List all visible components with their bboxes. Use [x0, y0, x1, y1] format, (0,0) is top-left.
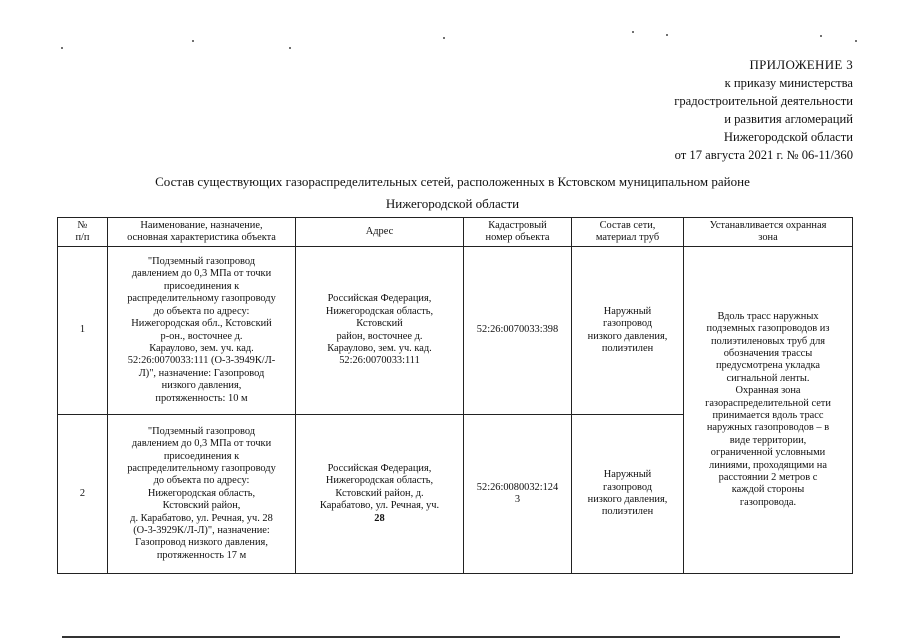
- cell-name: "Подземный газопровод давлением до 0,3 МПа от точки присоединения к распределительному газопроводу до объекта по адресу: Нижегородская область, Кстовский район, д. Карабатово, ул. Речная, уч. 28 (О-3-3929К/Л-Л)", назначение: Газопровод низкого давления, протяженность 17 м: [108, 415, 296, 574]
- cell-network: Наружный газопровод низкого давления, полиэтилен: [572, 247, 684, 415]
- cell-num: 1: [58, 247, 108, 415]
- header-zone: Устанавливается охранная зона: [684, 218, 853, 247]
- annex-line: и развития агломераций: [724, 112, 853, 126]
- annex-line: Нижегородской области: [723, 130, 853, 144]
- header-name: Наименование, назначение, основная характеристика объекта: [108, 218, 296, 247]
- cell-network: Наружный газопровод низкого давления, полиэтилен: [572, 415, 684, 574]
- table-row: [58, 247, 853, 415]
- cell-address: Российская Федерация, Нижегородская область, Кстовский район, восточнее д. Караулово, зем. уч. кад. 52:26:0070033:111: [296, 247, 464, 415]
- cell-cadastral: 52:26:0070033:398: [464, 247, 572, 415]
- table-header-row: [58, 218, 853, 247]
- annex-heading: ПРИЛОЖЕНИЕ 3: [749, 57, 853, 72]
- title-line: Нижегородской области: [385, 196, 520, 211]
- annex-block: [553, 56, 853, 164]
- scan-speck: [443, 37, 445, 39]
- cell-address: Российская Федерация, Нижегородская область, Кстовский район, д. Карабатово, ул. Речная, уч. 28: [296, 415, 464, 574]
- annex-line: градостроительной деятельности: [674, 94, 853, 108]
- scan-speck: [820, 35, 822, 37]
- annex-line: от 17 августа 2021 г. № 06-11/360: [674, 148, 853, 162]
- cell-num: 2: [58, 415, 108, 574]
- gas-network-table: [57, 217, 853, 574]
- scan-speck: [666, 34, 668, 36]
- scan-speck: [61, 47, 63, 49]
- cell-cadastral: 52:26:0080032:124 3: [464, 415, 572, 574]
- scan-speck: [632, 31, 634, 33]
- title-line: Состав существующих газораспределительных сетей, расположенных в Кстовском муниципальном районе: [155, 174, 750, 189]
- scan-speck: [289, 47, 291, 49]
- header-cadastral: Кадастровый номер объекта: [464, 218, 572, 247]
- cell-name: "Подземный газопровод давлением до 0,3 МПа от точки присоединения к распределительному газопроводу до объекта по адресу: Нижегородская обл., Кстовский р-он., восточнее д. Караулово, зем. уч. кад. 52:26:0070033:111 (О-3-3949К/Л- Л)", назначение: Газопровод низкого давления, протяженность: 10 м: [108, 247, 296, 415]
- header-num: № п/п: [58, 218, 108, 247]
- annex-line: к приказу министерства: [724, 76, 853, 90]
- page-edge-line: [62, 636, 840, 638]
- cell-protection-zone: Вдоль трасс наружных подземных газопроводов из полиэтиленовых труб для обозначения трассы предусмотрена укладка сигнальной ленты. Охранная зона газораспределительной сети принимается вдоль трасс наружных газопроводов – в виде территории, ограниченной условными линиями, проходящими на расстоянии 2 метров с каждой стороны газопровода.: [684, 247, 853, 574]
- document-title: [0, 171, 905, 215]
- header-address: Адрес: [296, 218, 464, 247]
- header-network: Состав сети, материал труб: [572, 218, 684, 247]
- scan-speck: [855, 40, 857, 42]
- scan-speck: [192, 40, 194, 42]
